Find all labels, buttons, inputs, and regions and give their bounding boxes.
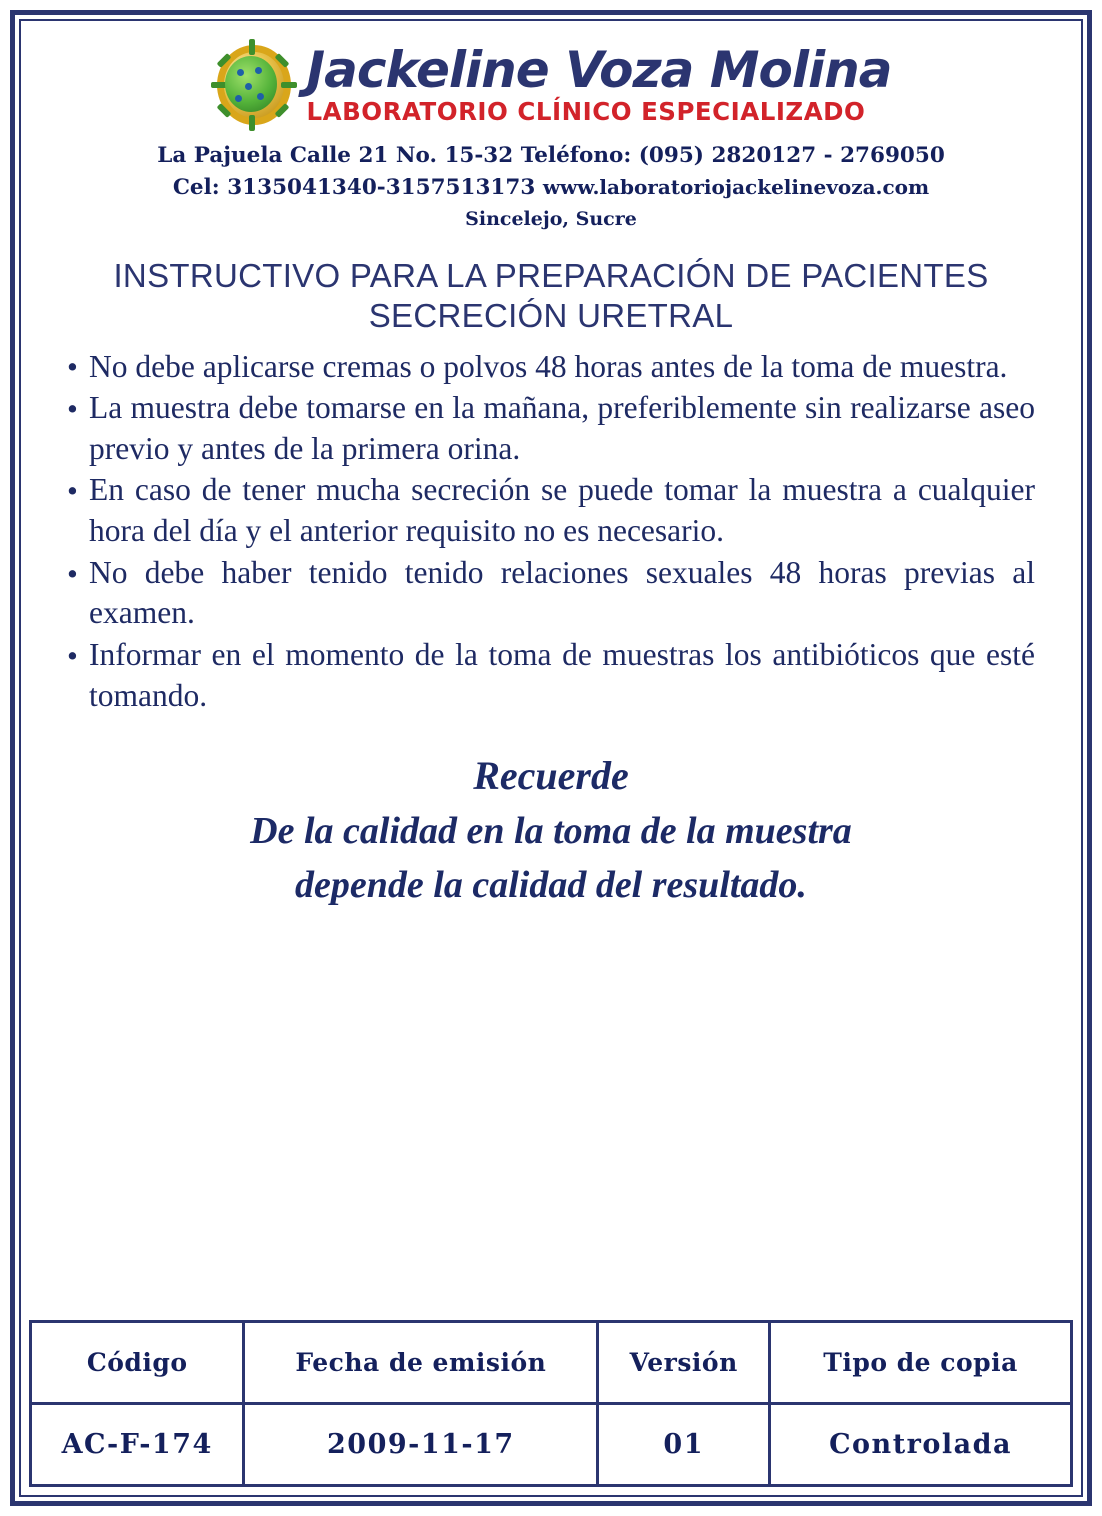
list-item-text: En caso de tener mucha secreción se puede tomar la muestra a cualquier hora del día y el anterior requisito no es necesario. (89, 472, 1035, 548)
table-header-row (31, 1322, 1072, 1404)
bullet-marker: • (67, 473, 78, 509)
list-item-text: Informar en el momento de la toma de muestras los antibióticos que esté tomando. (89, 636, 1035, 713)
page-inner-border (19, 19, 1083, 1497)
table-row (31, 1404, 1072, 1486)
list-item-text: La muestra debe tomarse en la mañana, preferiblemente sin realizarse aseo previo y antes de la primera orina. (89, 390, 1035, 466)
list-item-text: No debe aplicarse cremas o polvos 48 horas antes de la toma de muestra. (89, 348, 1008, 384)
remember-title: Recuerde (473, 753, 629, 799)
page-outer-border (10, 10, 1092, 1506)
remember-line-1: De la calidad en la toma de la muestra (250, 810, 852, 853)
bullet-marker: • (67, 391, 78, 427)
page-title (47, 256, 1055, 337)
page-title-line-2: SECRECIÓN URETRAL (368, 297, 734, 335)
bullet-marker: • (67, 637, 78, 673)
table-cell-fecha: 2009-11-17 (244, 1404, 598, 1486)
bullet-marker: • (67, 349, 78, 385)
contact-second-line (35, 175, 1067, 200)
table-cell-tipo-copia: Controlada (770, 1404, 1072, 1486)
brand-subtitle: LABORATORIO CLÍNICO ESPECIALIZADO (306, 96, 866, 126)
list-item (65, 553, 1035, 634)
bullet-marker: • (67, 555, 78, 591)
remember-block (21, 750, 1081, 910)
city-line: Sincelejo, Sucre (465, 208, 637, 230)
document-control-table (29, 1320, 1073, 1487)
list-item (65, 388, 1035, 469)
table-header-cell-fecha: Fecha de emisión (244, 1322, 598, 1404)
brand-text (306, 40, 892, 126)
document-header (21, 21, 1081, 234)
list-item (65, 470, 1035, 551)
list-item-text: No debe haber tenido tenido relaciones sexuales 48 horas previas al examen. (89, 554, 1035, 631)
table-header-cell-codigo: Código (31, 1322, 244, 1404)
table-header-cell-tipo-copia: Tipo de copia (770, 1322, 1072, 1404)
page-title-line-1: INSTRUCTIVO PARA LA PREPARACIÓN DE PACIENTES (113, 257, 989, 294)
address-line: La Pajuela Calle 21 No. 15-32 Teléfono: (095) 2820127 - 2769050 (157, 143, 945, 168)
microbe-logo-icon (211, 39, 297, 131)
cell-numbers: Cel: 3135041340-3157513173 (172, 175, 536, 200)
instructions-list (65, 347, 1035, 717)
table-cell-version: 01 (598, 1404, 770, 1486)
website-link[interactable]: www.laboratoriojackelinevoza.com (542, 175, 930, 199)
list-item (65, 347, 1035, 388)
table-cell-codigo: AC-F-174 (31, 1404, 244, 1486)
remember-line-2: depende la calidad del resultado. (295, 864, 807, 907)
list-item (65, 635, 1035, 716)
brand-row (35, 39, 1067, 131)
brand-name: Jackeline Voza Molina (306, 40, 892, 99)
table-header-cell-version: Versión (598, 1322, 770, 1404)
